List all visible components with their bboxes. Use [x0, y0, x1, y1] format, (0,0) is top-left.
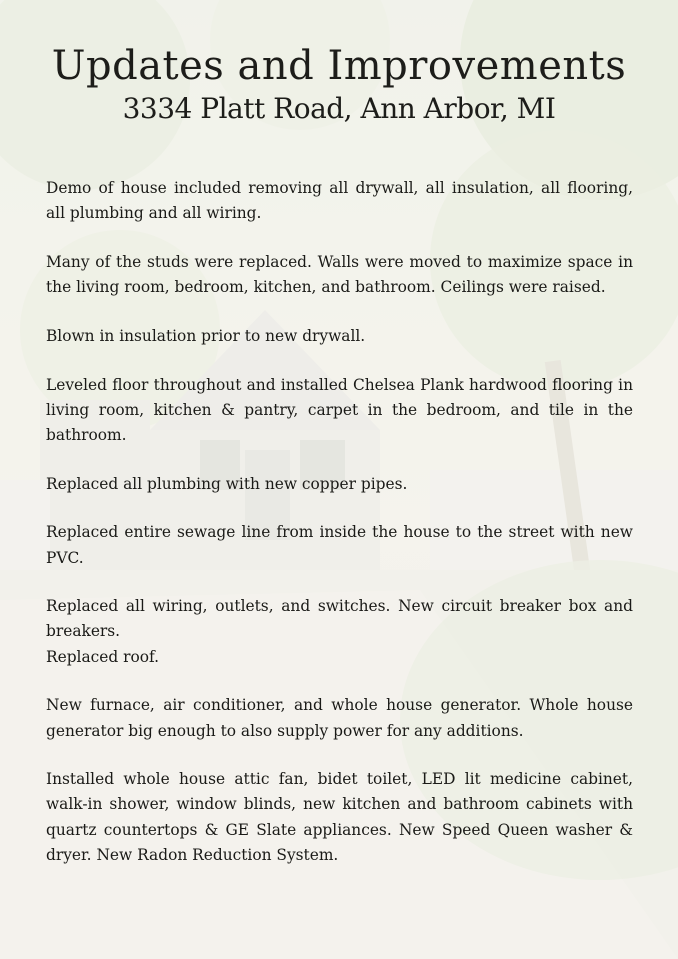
- property-address: 3334 Platt Road, Ann Arbor, MI: [122, 92, 556, 125]
- paragraph-plumbing: Replaced all plumbing with new copper pipes.: [46, 474, 408, 493]
- paragraph-wiring: Replaced all wiring, outlets, and switches. New circuit breaker box and breakers.: [46, 597, 633, 641]
- paragraph-demo: Demo of house included removing all drywall, all insulation, all flooring, all plumbing and all wiring.: [46, 179, 633, 223]
- paragraph-insulation: Blown in insulation prior to new drywall.: [46, 326, 366, 345]
- paragraph-flooring: Leveled floor throughout and installed Chelsea Plank hardwood flooring in living room, kitchen & pantry, carpet in the bedroom, and tile in the bathroom.: [46, 375, 633, 444]
- paragraph-studs: Many of the studs were replaced. Walls were moved to maximize space in the living room, bedroom, kitchen, and bathroom. Ceilings were raised.: [46, 252, 633, 297]
- paragraph-roof: Replaced roof.: [46, 647, 160, 666]
- paragraph-fixtures: Installed whole house attic fan, bidet toilet, LED lit medicine cabinet, walk-in shower, window blinds, new kitchen and bathroom cabinets with quartz countertops & GE Slate appliances. New Speed Queen washer & dryer. New Radon Reduction System.: [46, 770, 633, 864]
- page-title: Updates and Improvements: [51, 43, 627, 89]
- paragraph-furnace: New furnace, air conditioner, and whole house generator. Whole house generator big enough to also supply power for any additions.: [46, 696, 633, 740]
- improvements-list: [46, 176, 633, 868]
- paragraph-sewage: Replaced entire sewage line from inside the house to the street with new PVC.: [46, 523, 633, 567]
